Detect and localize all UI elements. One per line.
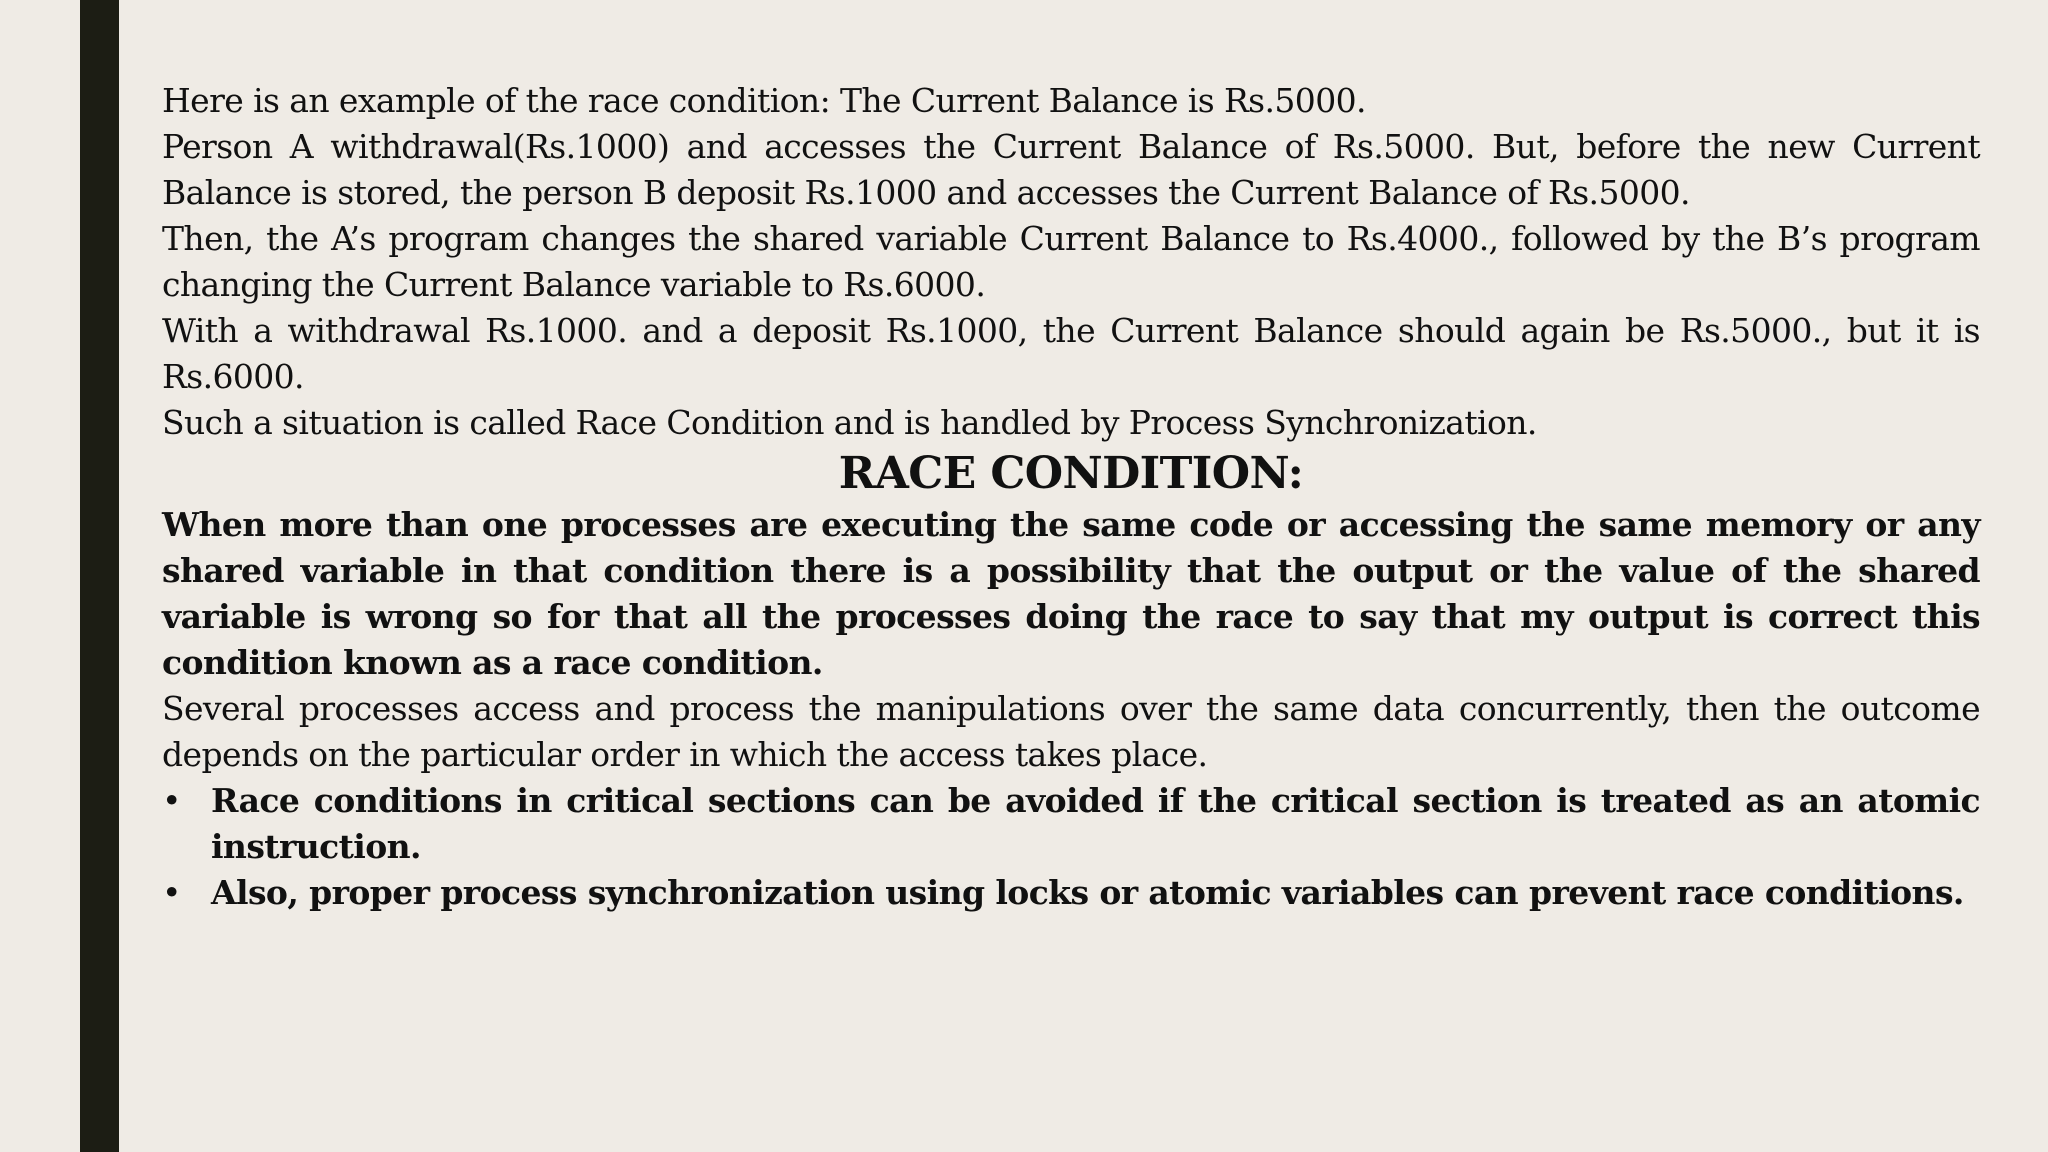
slide-accent-bar bbox=[80, 0, 119, 1152]
intro-line-2: Person A withdrawal(Rs.1000) and accesses the Current Balance of Rs.5000. But, before the new Current Balance is stored, the person B deposit Rs.1000 and accesses the Current Balance of Rs.5000. bbox=[162, 127, 1980, 212]
bullet-text: Also, proper process synchronization using locks or atomic variables can prevent race conditions. bbox=[211, 873, 1964, 912]
bullet-dot-icon: • bbox=[162, 873, 181, 912]
intro-line-4: With a withdrawal Rs.1000. and a deposit Rs.1000, the Current Balance should again be Rs.5000., but it is Rs.6000. bbox=[162, 311, 1980, 396]
intro-line-1: Here is an example of the race condition: The Current Balance is Rs.5000. bbox=[162, 81, 1366, 120]
slide-body bbox=[162, 78, 1980, 916]
intro-line-5: Such a situation is called Race Condition and is handled by Process Synchronization. bbox=[162, 403, 1537, 442]
section-heading: RACE CONDITION: bbox=[838, 448, 1304, 499]
bullet-list bbox=[162, 778, 1980, 916]
race-condition-definition: When more than one processes are executing the same code or accessing the same memory or any shared variable in that condition there is a possibility that the output or the value of the shared variable is wrong so for that all the processes doing the race to say that my output is correct this condition known as a race condition. bbox=[162, 505, 1980, 682]
bullet-item bbox=[162, 778, 1980, 870]
bullet-dot-icon: • bbox=[162, 781, 181, 820]
bullet-item bbox=[162, 870, 1980, 916]
intro-line-3: Then, the A’s program changes the shared variable Current Balance to Rs.4000., followed by the B’s program changing the Current Balance variable to Rs.6000. bbox=[162, 219, 1980, 304]
bullet-text: Race conditions in critical sections can be avoided if the critical section is treated as an atomic instruction. bbox=[211, 781, 1980, 866]
race-condition-explanation: Several processes access and process the manipulations over the same data concurrently, then the outcome depends on the particular order in which the access takes place. bbox=[162, 689, 1980, 774]
